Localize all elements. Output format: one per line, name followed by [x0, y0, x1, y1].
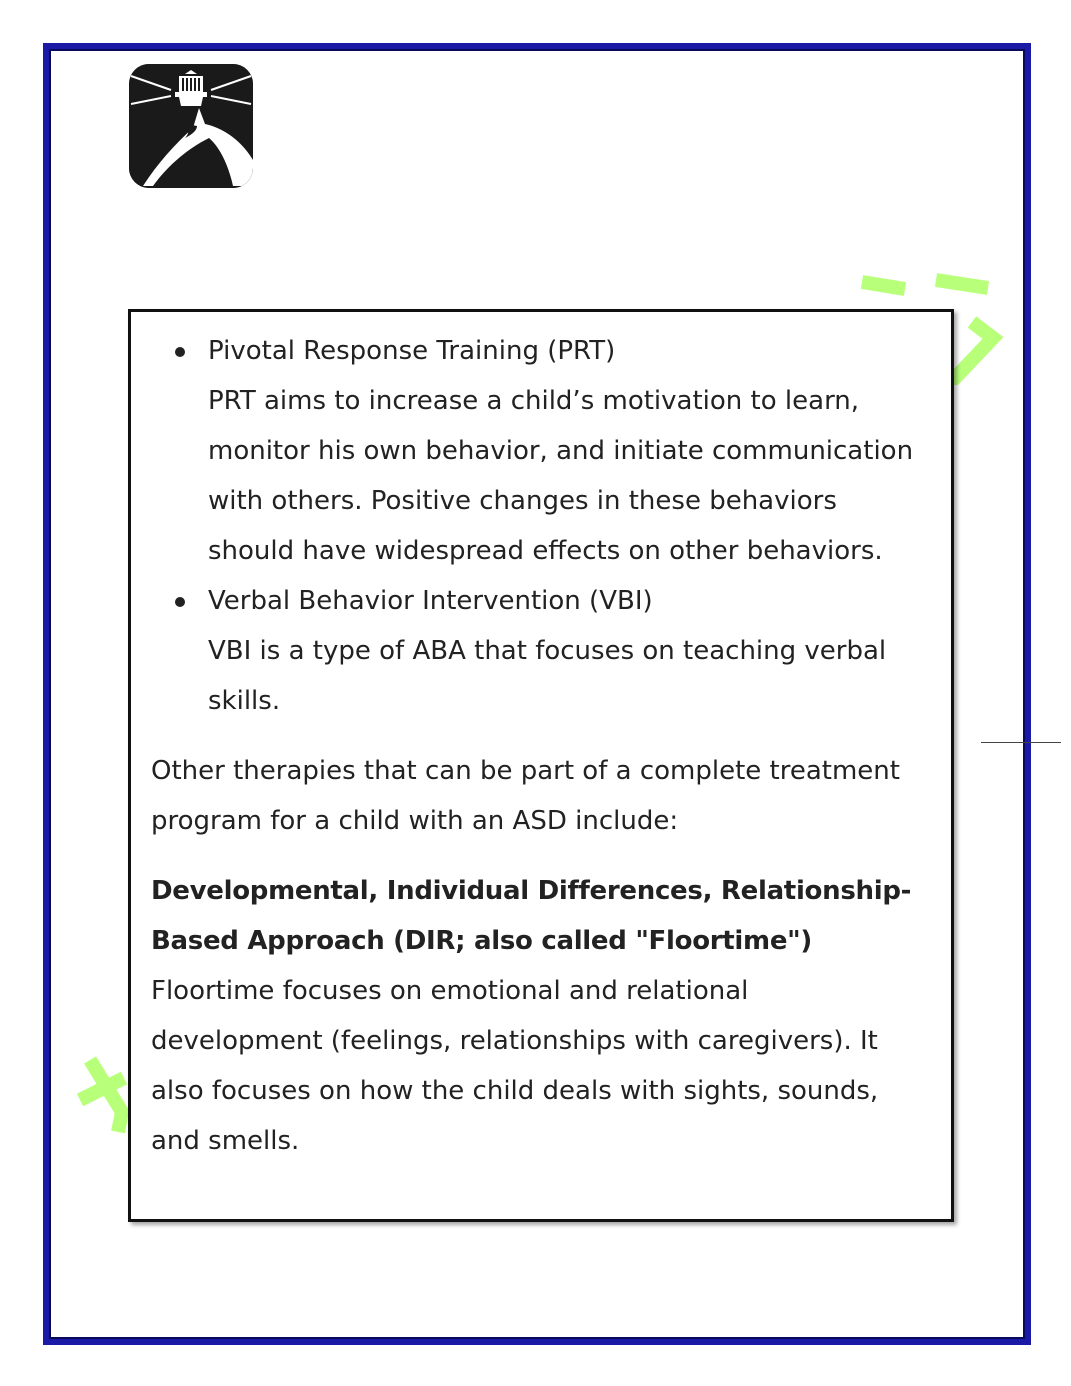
bullet-icon: [175, 347, 185, 357]
section-heading: Developmental, Individual Differences, Relationship-Based Approach (DIR; also called "Floortime"): [151, 876, 912, 956]
content-box: [128, 309, 954, 1222]
section-body: Floortime focuses on emotional and relational development (feelings, relationships with caregivers). It also focuses on how the child deals with sights, sounds, and smells.: [151, 976, 879, 1156]
side-divider-line: [981, 742, 1061, 743]
list-item-title: Pivotal Response Training (PRT): [208, 336, 616, 366]
therapy-list: [151, 326, 917, 726]
intro-paragraph: Other therapies that can be part of a complete treatment program for a child with an ASD include:: [151, 756, 900, 836]
list-item: [151, 326, 917, 576]
list-item-title: Verbal Behavior Intervention (VBI): [208, 586, 653, 616]
list-item: [151, 576, 917, 726]
lighthouse-logo-icon: [129, 64, 253, 188]
bullet-icon: [175, 597, 185, 607]
list-item-description: PRT aims to increase a child’s motivation to learn, monitor his own behavior, and initiate communication with others. Positive changes in these behaviors should have widespread effects on other behaviors.: [208, 386, 914, 566]
list-item-description: VBI is a type of ABA that focuses on teaching verbal skills.: [208, 636, 887, 716]
